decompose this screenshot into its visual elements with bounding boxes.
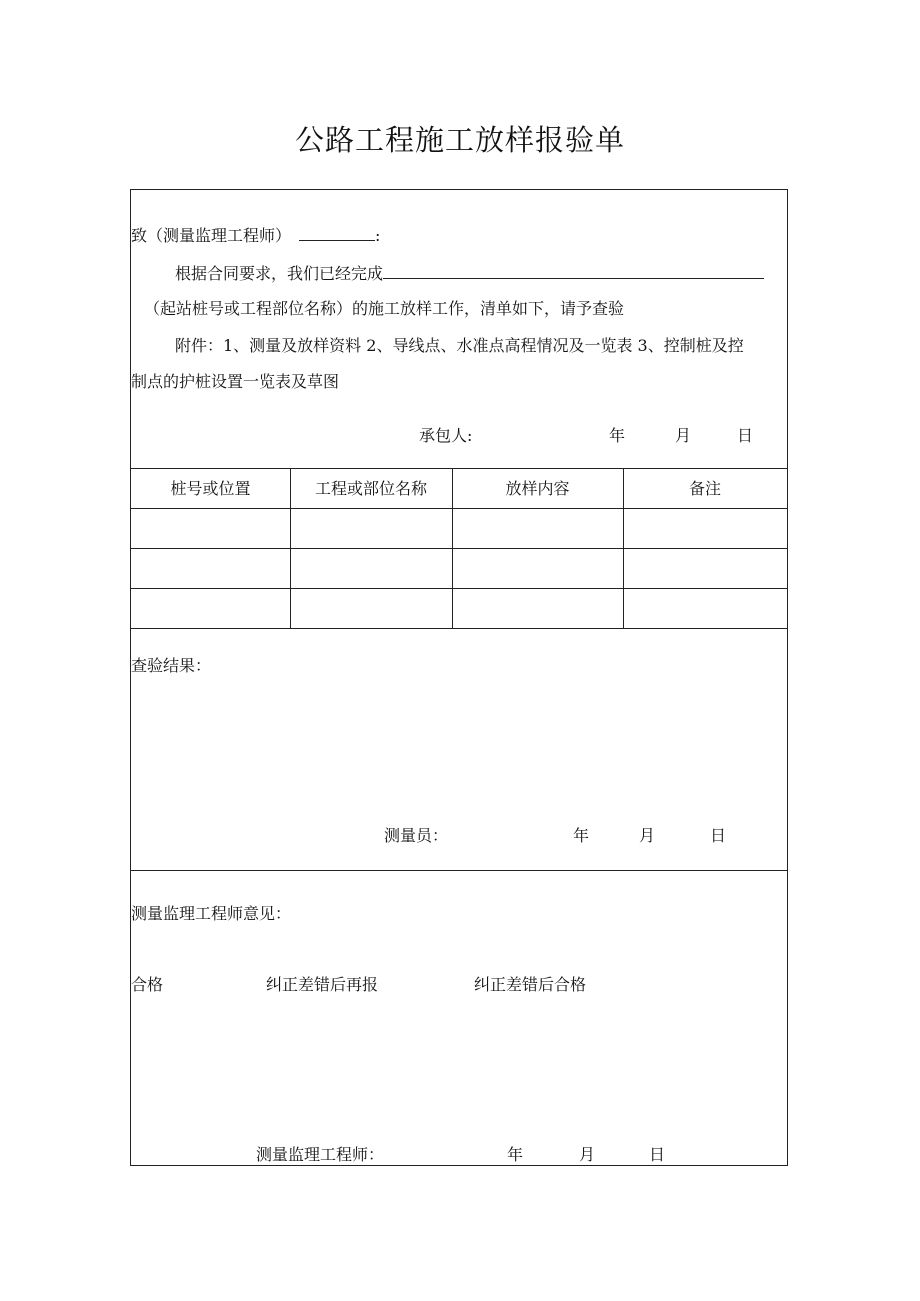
table-header-content: 放样内容	[505, 479, 570, 498]
addressee-line	[131, 224, 380, 246]
work-blank[interactable]	[383, 262, 764, 279]
document-title: 公路工程施工放样报验单	[294, 123, 625, 157]
table-top-border	[131, 468, 787, 469]
table-header-border	[131, 508, 787, 509]
surveyor-day: 日	[710, 826, 727, 845]
contractor-year: 年	[609, 426, 626, 445]
station-line: （起站桩号或工程部位名称）的施工放样工作，清单如下，请予查验	[144, 299, 625, 318]
option-corrected-qualified[interactable]: 纠正差错后合格	[474, 975, 587, 994]
option-correct-resubmit[interactable]: 纠正差错后再报	[266, 975, 379, 994]
engineer-month: 月	[579, 1145, 596, 1164]
surveyor-year: 年	[573, 826, 590, 845]
inspection-result-label: 查验结果：	[131, 656, 212, 675]
addressee-label: 致（测量监理工程师）	[131, 226, 292, 245]
table-header-remarks: 备注	[688, 479, 721, 498]
completion-line	[175, 262, 764, 284]
contractor-label: 承包人:	[419, 426, 473, 445]
surveyor-label: 测量员：	[384, 826, 449, 845]
table-header-station: 桩号或位置	[170, 479, 251, 498]
engineer-name-blank[interactable]	[299, 224, 375, 241]
contractor-month: 月	[675, 426, 692, 445]
addressee-colon: :	[375, 226, 381, 245]
table-bottom-border	[131, 628, 787, 629]
surveyor-month: 月	[639, 826, 656, 845]
engineer-day: 日	[649, 1145, 666, 1164]
engineer-year: 年	[507, 1145, 524, 1164]
completion-text: 根据合同要求，我们已经完成	[175, 264, 384, 283]
attachments-line-2: 制点的护桩设置一览表及草图	[131, 372, 340, 391]
form-frame	[130, 189, 788, 1166]
table-row-border	[131, 588, 787, 589]
engineer-signature-label: 测量监理工程师：	[256, 1145, 385, 1164]
table-header-work-name: 工程或部位名称	[314, 479, 427, 498]
option-qualified[interactable]: 合格	[131, 975, 164, 994]
engineer-opinion-label: 测量监理工程师意见：	[131, 904, 292, 923]
section-divider	[131, 870, 787, 871]
table-row-border	[131, 548, 787, 549]
contractor-day: 日	[737, 426, 754, 445]
attachments-line-1: 附件：1、测量及放样资料 2、导线点、水准点高程情况及一览表 3、控制桩及控	[175, 336, 744, 355]
